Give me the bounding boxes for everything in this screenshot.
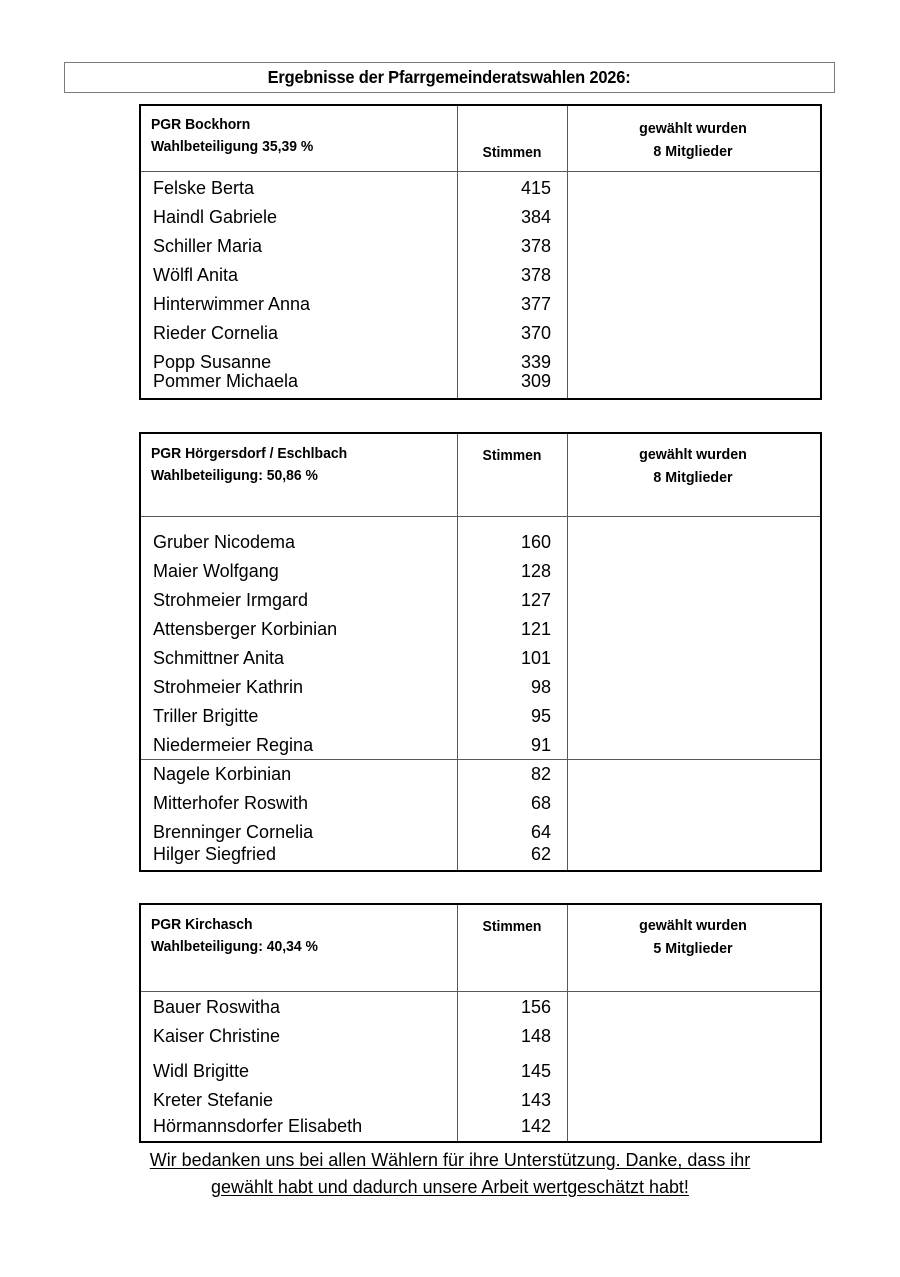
candidate-votes: 160 [520, 532, 551, 552]
candidate-votes: 142 [520, 1116, 551, 1136]
candidate-name: Niedermeier Regina [153, 735, 314, 755]
candidate-votes: 101 [520, 648, 551, 668]
candidate-votes: 121 [520, 619, 551, 639]
candidate-votes: 128 [520, 561, 551, 581]
candidate-votes: 98 [530, 677, 551, 697]
candidate-name: Mitterhofer Roswith [153, 793, 309, 813]
table-row [141, 615, 820, 644]
candidate-name: Bauer Roswitha [153, 997, 281, 1017]
candidate-name: Rieder Cornelia [153, 323, 279, 343]
results-table-kirchasch [139, 903, 822, 1143]
table-row [141, 557, 820, 586]
candidate-votes: 309 [520, 371, 551, 391]
table-row [141, 1022, 820, 1051]
candidate-votes: 377 [520, 294, 551, 314]
candidate-name: Felske Berta [153, 178, 255, 198]
table-header-parish: PGR Bockhorn Wahlbeteiligung 35,39 % [151, 116, 314, 155]
candidate-votes: 62 [530, 844, 551, 864]
candidate-name: Kreter Stefanie [153, 1090, 274, 1110]
table-header-parish: PGR Hörgersdorf / Eschlbach Wahlbeteiligung: 50,86 % [151, 445, 348, 484]
table-row [141, 731, 820, 760]
table-row [141, 840, 820, 869]
thank-you-note [81, 1146, 818, 1200]
candidate-name: Wölfl Anita [153, 265, 239, 285]
candidate-name: Popp Susanne [153, 352, 272, 372]
candidate-votes: 143 [520, 1090, 551, 1110]
candidate-name: Schmittner Anita [153, 648, 285, 668]
table-row [141, 367, 820, 396]
table-row [141, 174, 820, 203]
candidate-votes: 64 [530, 822, 551, 842]
page-title: Ergebnisse der Pfarrgemeinderatswahlen 2026: [268, 67, 631, 87]
table-header-parish: PGR Kirchasch Wahlbeteiligung: 40,34 % [151, 916, 318, 955]
table-row [141, 319, 820, 348]
table-row [141, 1112, 820, 1141]
results-table-bockhorn [139, 104, 822, 400]
header-body-divider [141, 991, 820, 992]
candidate-name: Maier Wolfgang [153, 561, 279, 581]
table-row [141, 290, 820, 319]
header-body-divider [141, 171, 820, 172]
candidate-name: Kaiser Christine [153, 1026, 281, 1046]
table-row [141, 1057, 820, 1086]
table-row [141, 586, 820, 615]
candidate-name: Widl Brigitte [153, 1061, 250, 1081]
candidate-name: Triller Brigitte [153, 706, 259, 726]
candidate-name: Attensberger Korbinian [153, 619, 338, 639]
candidate-votes: 127 [520, 590, 551, 610]
results-table-hoergersdorf-eschlbach [139, 432, 822, 872]
table-row [141, 673, 820, 702]
candidate-name: Strohmeier Irmgard [153, 590, 309, 610]
thank-you-line-1: Wir bedanken uns bei allen Wählern für ihre Unterstützung. Danke, dass ihr [149, 1149, 751, 1170]
table-row [141, 789, 820, 818]
table-row [141, 993, 820, 1022]
table-header-elected: gewählt wurden 5 Mitglieder [639, 917, 747, 957]
table-row [141, 644, 820, 673]
table-row [141, 261, 820, 290]
candidate-votes: 378 [520, 236, 551, 256]
candidate-votes: 415 [520, 178, 551, 198]
thank-you-line-2: gewählt habt und dadurch unsere Arbeit wertgeschätzt habt! [211, 1176, 689, 1197]
table-row [141, 528, 820, 557]
table-header-votes: Stimmen [482, 918, 542, 935]
candidate-name: Pommer Michaela [153, 371, 299, 391]
candidate-votes: 370 [520, 323, 551, 343]
candidate-votes: 82 [530, 764, 551, 784]
header-body-divider [141, 516, 820, 517]
candidate-name: Hörmannsdorfer Elisabeth [153, 1116, 363, 1136]
table-row [141, 203, 820, 232]
table-header-elected: gewählt wurden 8 Mitglieder [639, 120, 747, 160]
candidate-votes: 145 [520, 1061, 551, 1081]
candidate-votes: 384 [520, 207, 551, 227]
candidate-name: Schiller Maria [153, 236, 263, 256]
document-title-box [64, 62, 835, 93]
candidate-votes: 68 [530, 793, 551, 813]
table-header-elected: gewählt wurden 8 Mitglieder [639, 446, 747, 486]
candidate-name: Brenninger Cornelia [153, 822, 314, 842]
candidate-name: Gruber Nicodema [153, 532, 296, 552]
candidate-name: Hinterwimmer Anna [153, 294, 311, 314]
candidate-name: Nagele Korbinian [153, 764, 292, 784]
candidate-votes: 95 [530, 706, 551, 726]
table-row [141, 1086, 820, 1115]
candidate-votes: 148 [520, 1026, 551, 1046]
candidate-votes: 378 [520, 265, 551, 285]
table-row [141, 702, 820, 731]
candidate-name: Strohmeier Kathrin [153, 677, 304, 697]
table-row [141, 232, 820, 261]
candidate-name: Hilger Siegfried [153, 844, 277, 864]
candidate-votes: 339 [520, 352, 551, 372]
table-header-votes: Stimmen [482, 447, 542, 464]
candidate-votes: 91 [530, 735, 551, 755]
candidate-votes: 156 [520, 997, 551, 1017]
table-row [141, 760, 820, 789]
table-header-votes: Stimmen [482, 144, 542, 161]
candidate-name: Haindl Gabriele [153, 207, 278, 227]
